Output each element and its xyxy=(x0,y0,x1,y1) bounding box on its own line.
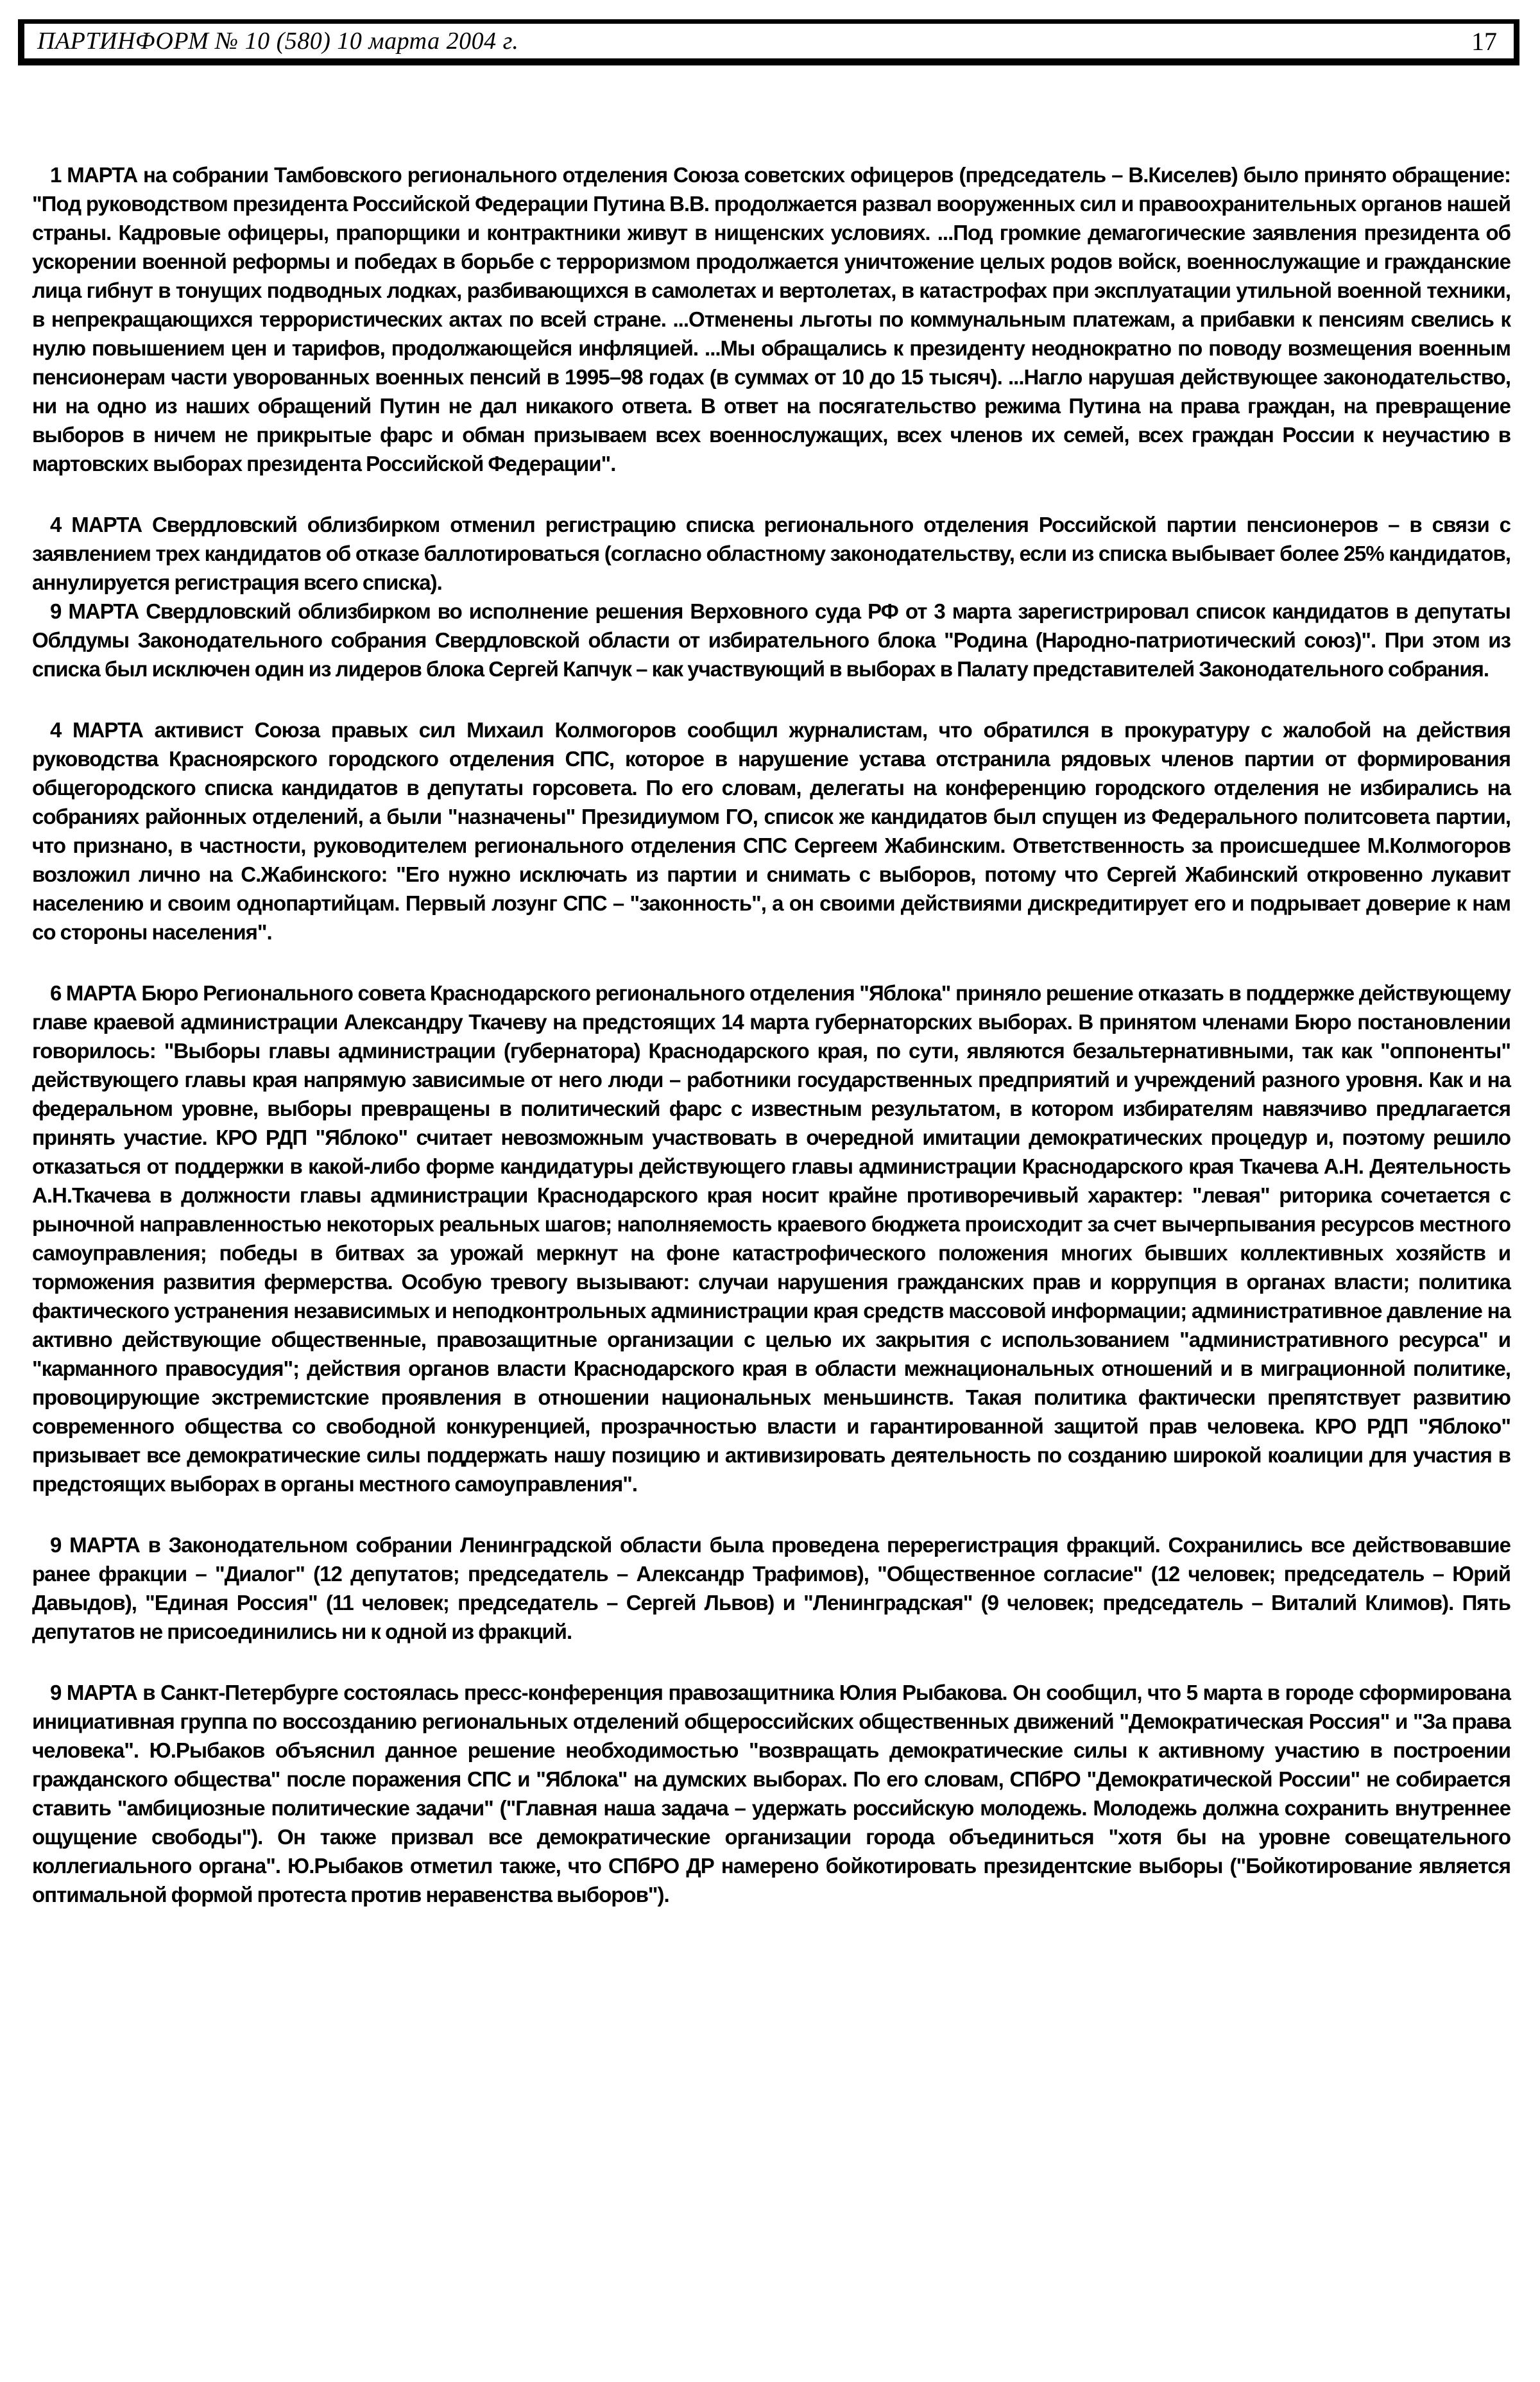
news-item-sverdlovsk-rodina: 9 МАРТА Свердловский облизбирком во исполнение решения Верховного суда РФ от 3 марта зарегистрировал список кандидатов в депутаты Облдумы Законодательного собрания Свердловской области от избирательного блока "Родина (Народно-патриотический союз)". При этом из списка был исключен один из лидеров блока Сергей Капчук – как участвующий в выборах в Палату представителей Законодательного собрания. xyxy=(32,599,1510,681)
page-body xyxy=(32,160,1510,1909)
news-item-spb-rybakov: 9 МАРТА в Санкт-Петербурге состоялась пресс-конференция правозащитника Юлия Рыбакова. Он сообщил, что 5 марта в городе сформирована инициативная группа по воссозданию региональных отделений общероссийских общественных движений "Демократическая Россия" и "За права человека". Ю.Рыбаков объяснил данное решение необходимостью "возвращать демократические силы к активному участию в построении гражданского общества" после поражения СПС и "Яблока" на думских выборах. По его словам, СПбРО "Демократической России" не собирается ставить "амбициозные политические задачи" ("Главная наша задача – удержать российскую молодежь. Молодежь должна сохранить внутреннее ощущение свободы"). Он также призвал все демократические организации города объединиться "хотя бы на уровне совещательного коллегиального органа". Ю.Рыбаков отметил также, что СПбРО ДР намерено бойкотировать президентские выборы ("Бойкотирование является оптимальной формой протеста против неравенства выборов"). xyxy=(32,1681,1510,1906)
news-item-sps-krasnoyarsk: 4 МАРТА активист Союза правых сил Михаил Колмогоров сообщил журналистам, что обратился в прокуратуру с жалобой на действия руководства Красноярского городского отделения СПС, которое в нарушение устава отстранила рядовых членов партии от формирования общегородского списка кандидатов в депутаты горсовета. По его словам, делегаты на конференцию городского отделения не избирались на собраниях районных отделений, а были "назначены" Президиумом ГО, список же кандидатов был спущен из Федерального политсовета партии, что признано, в частности, руководителем регионального отделения СПС Сергеем Жабинским. Ответственность за происшедшее М.Колмогоров возложил лично на С.Жабинского: "Его нужно исключать из партии и снимать с выборов, потому что Сергей Жабинский откровенно лукавит населению и своим однопартийцам. Первый лозунг СПС – "законность", а он своими действиями дискредитирует его и подрывает доверие к нам со стороны населения". xyxy=(32,718,1510,944)
page-header xyxy=(18,19,1519,65)
news-item-tambov-officers: 1 МАРТА на собрании Тамбовского регионального отделения Союза советских офицеров (председатель – В.Киселев) было принято обращение: "Под руководством президента Российской Федерации Путина В.В. продолжается развал вооруженных сил и правоохранительных органов нашей страны. Кадровые офицеры, прапорщики и контрактники живут в нищенских условиях. ...Под громкие демагогические заявления президента об ускорении военной реформы и победах в борьбе с терроризмом продолжается уничтожение целых родов войск, военнослужащие и гражданские лица гибнут в тонущих подводных лодках, разбивающихся в самолетах и вертолетах, в катастрофах при эксплуатации утильной военной техники, в непрекращающихся террористических актах по всей стране. ...Отменены льготы по коммунальным платежам, а прибавки к пенсиям свелись к нулю повышением цен и тарифов, продолжающейся инфляцией. ...Мы обращались к президенту неоднократно по поводу возмещения военным пенсионерам части уворованных военных пенсий в 1995–98 годах (в суммах от 10 до 15 тысяч). ...Нагло нарушая действующее законодательство, ни на одно из наших обращений Путин не дал никакого ответа. В ответ на посягательство режима Путина на права граждан, на превращение выборов в ничем не прикрытые фарс и обман призываем всех военнослужащих, всех членов их семей, всех граждан России к неучастию в мартовских выборах президента Российской Федерации". xyxy=(32,163,1510,476)
journal-title: ПАРТИНФОРМ № 10 (580) 10 марта 2004 г. xyxy=(37,28,519,55)
news-item-sverdlovsk-pensioners: 4 МАРТА Свердловский облизбирком отменил регистрацию списка регионального отделения Российской партии пенсионеров – в связи с заявлением трех кандидатов об отказе баллотироваться (согласно областному законодательству, если из списка выбывает более 25% кандидатов, аннулируется регистрация всего списка). xyxy=(32,513,1510,594)
news-item-yabloko-krasnodar: 6 МАРТА Бюро Регионального совета Краснодарского регионального отделения "Яблока" приняло решение отказать в поддержке действующему главе краевой администрации Александру Ткачеву на предстоящих 14 марта губернаторских выборах. В принятом членами Бюро постановлении говорилось: "Выборы главы администрации (губернатора) Краснодарского края, по сути, являются безальтернативными, так как "оппоненты" действующего главы края напрямую зависимые от него люди – работники государственных предприятий и учреждений разного уровня. Как и на федеральном уровне, выборы превращены в политический фарс с известным результатом, в котором избирателям навязчиво предлагается принять участие. КРО РДП "Яблоко" считает невозможным участвовать в очередной имитации демократических процедур и, поэтому решило отказаться от поддержки в какой-либо форме кандидатуры действующего главы администрации Краснодарского края Ткачева А.Н. Деятельность А.Н.Ткачева в должности главы администрации Краснодарского края носит крайне противоречивый характер: "левая" риторика сочетается с рыночной направленностью некоторых реальных шагов; наполняемость краевого бюджета происходит за счет вычерпывания ресурсов местного самоуправления; победы в битвах за урожай меркнут на фоне катастрофического положения многих бывших коллективных хозяйств и торможения развития фермерства. Особую тревогу вызывают: случаи нарушения гражданских прав и коррупция в органах власти; политика фактического устранения независимых и неподконтрольных администрации края средств массовой информации; административное давление на активно действующие общественные, правозащитные организации с целью их закрытия с использованием "административного ресурса" и "карманного правосудия"; действия органов власти Краснодарского края в области межнациональных отношений и в миграционной политике, провоцирующие экстремистские проявления в отношении национальных меньшинств. Такая политика фактически препятствует развитию современного общества со свободной конкуренцией, прозрачностью власти и гарантированной защитой прав человека. КРО РДП "Яблоко" призывает все демократические силы поддержать нашу позицию и активизировать деятельность по созданию широкой коалиции для участия в предстоящих выборах в органы местного самоуправления". xyxy=(32,981,1510,1496)
news-item-leningrad-fractions: 9 МАРТА в Законодательном собрании Ленинградской области была проведена перерегистрация фракций. Сохранились все действовавшие ранее фракции – "Диалог" (12 депутатов; председатель – Александр Трафимов), "Общественное согласие" (12 человек; председатель – Юрий Давыдов), "Единая Россия" (11 человек; председатель – Сергей Львов) и "Ленинградская" (9 человек; председатель – Виталий Климов). Пять депутатов не присоединились ни к одной из фракций. xyxy=(32,1533,1510,1643)
page-number: 17 xyxy=(1471,26,1497,56)
